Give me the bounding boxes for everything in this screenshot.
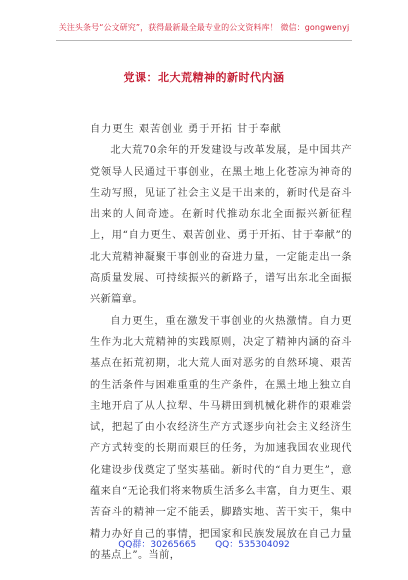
header-divider	[56, 40, 352, 41]
paragraph: 自力更生，重在激发干事创业的火热激情。自力更生作为北大荒精神的实践原则，决定了精神内涵的奋斗基点在拓荒初期，北大荒人面对恶劣的自然环境、艰苦的生活条件与困难重重的生产条件，在黑土地上独立自主地开启了从人拉犁、牛马耕田到机械化耕作的艰难尝试，把起了由小农经济生产方式逐步向社会主义经济生产方式转变的长期而艰巨的任务，为加速我国农业现代化建设步伐奠定了坚实基础。新时代的“自力更生”，意蕴来自“无论我们将来物质生活多么丰富，自力更生、艰苦奋斗的精神一定不能丢，脚踏实地、苦干实干，集中精力办好自己的事情，把国家和民族发展放在自己力量的基点上”。当前，	[90, 315, 352, 561]
document-body	[90, 119, 352, 566]
document-title: 党课：北大荒精神的新时代内涵	[123, 71, 285, 84]
document-subheading: 自力更生 艰苦创业 勇于开拓 甘于奉献	[90, 124, 282, 135]
paragraph: 北大荒70余年的开发建设与改革发展，是中国共产党领导人民通过干事创业，在黑土地上化苍凉为神奇的生动写照，见证了社会主义是干出来的，新时代是奋斗出来的人间奇迹。在新时代推动东北全面振兴新征程上，用“自力更生、艰苦创业、勇于开拓、甘于奉献”的北大荒精神凝聚干事创业的奋进力量，一定能走出一条高质量发展、可持续振兴的新路子，谱写出东北全面振兴新篇章。	[90, 145, 352, 306]
header-banner: 关注头条号“公文研究”，获得最新最全最专业的公文资料库！ 微信：gongwenyj	[58, 23, 350, 32]
footer-contact	[0, 537, 408, 550]
footer-qq: QQ：535304092	[215, 540, 290, 550]
footer-qq-group: QQ群：30265665	[118, 540, 197, 550]
